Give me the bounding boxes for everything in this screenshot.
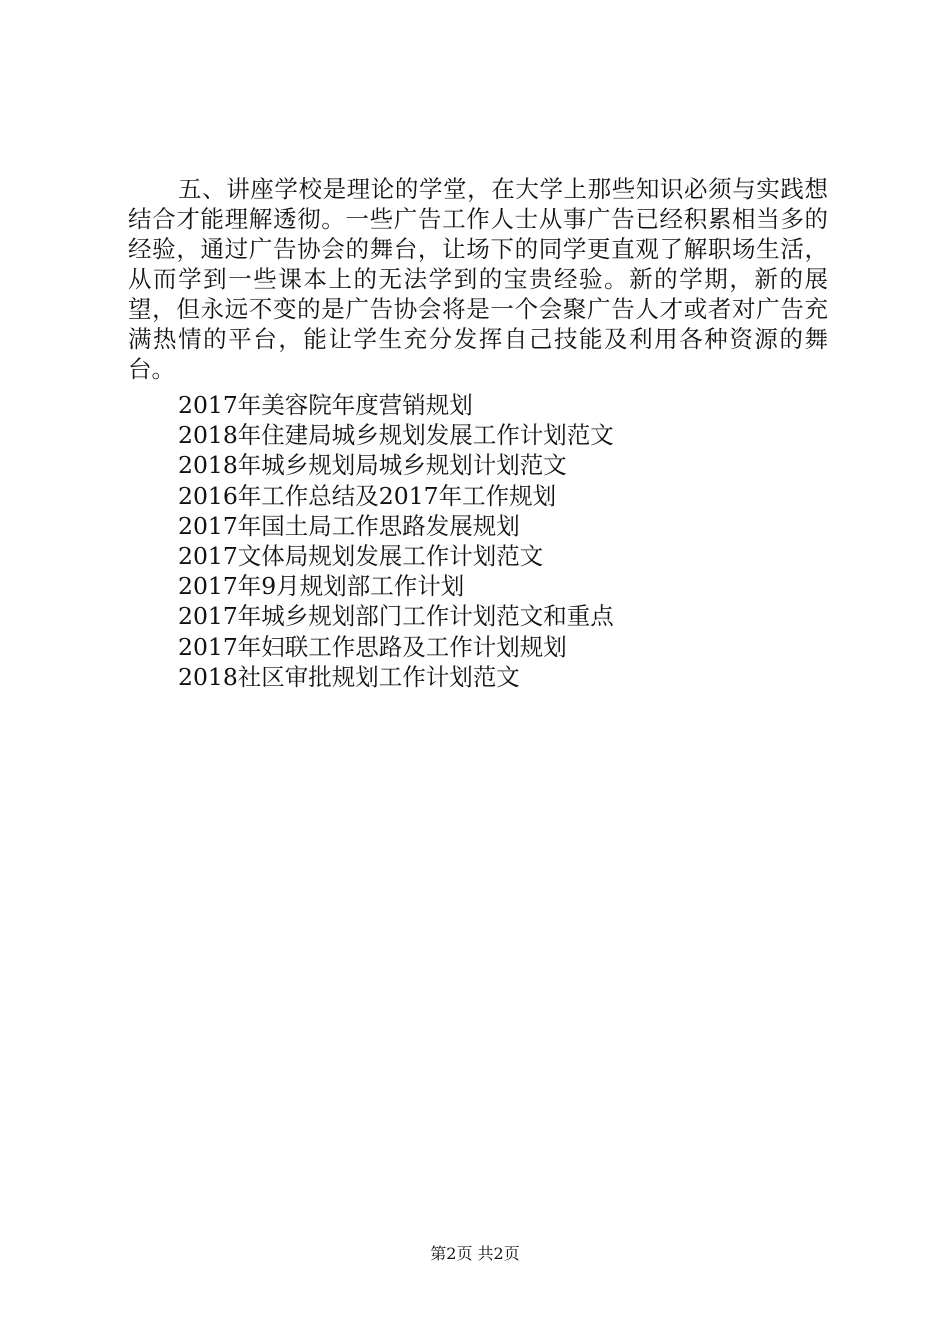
body-paragraph: 五、讲座学校是理论的学堂，在大学上那些知识必须与实践想结合才能理解透彻。一些广告工作人士从事广告已经积累相当多的经验，通过广告协会的舞台，让场下的同学更直观了解职场生活，从而学到一些课本上的无法学到的宝贵经验。新的学期，新的展望，但永远不变的是广告协会将是一个会聚广告人才或者对广告充满热情的平台，能让学生充分发挥自己技能及利用各种资源的舞台。 — [128, 175, 828, 383]
related-articles-list — [178, 390, 614, 692]
related-article-link[interactable]: 2018社区审批规划工作计划范文 — [178, 662, 520, 691]
related-article-link[interactable]: 2017文体局规划发展工作计划范文 — [178, 542, 544, 571]
related-article-link[interactable]: 2018年住建局城乡规划发展工作计划范文 — [178, 421, 614, 450]
page-footer: 第2页 共2页 — [430, 1244, 520, 1263]
related-article-link[interactable]: 2016年工作总结及2017年工作规划 — [178, 481, 557, 510]
related-article-link[interactable]: 2017年美容院年度营销规划 — [178, 391, 473, 419]
related-article-link[interactable]: 2017年9月规划部工作计划 — [178, 572, 465, 601]
related-article-link[interactable]: 2017年国土局工作思路发展规划 — [178, 511, 520, 540]
related-article-link[interactable]: 2018年城乡规划局城乡规划计划范文 — [178, 451, 567, 480]
related-article-link[interactable]: 2017年妇联工作思路及工作计划规划 — [178, 632, 567, 661]
related-article-link[interactable]: 2017年城乡规划部门工作计划范文和重点 — [178, 602, 614, 631]
